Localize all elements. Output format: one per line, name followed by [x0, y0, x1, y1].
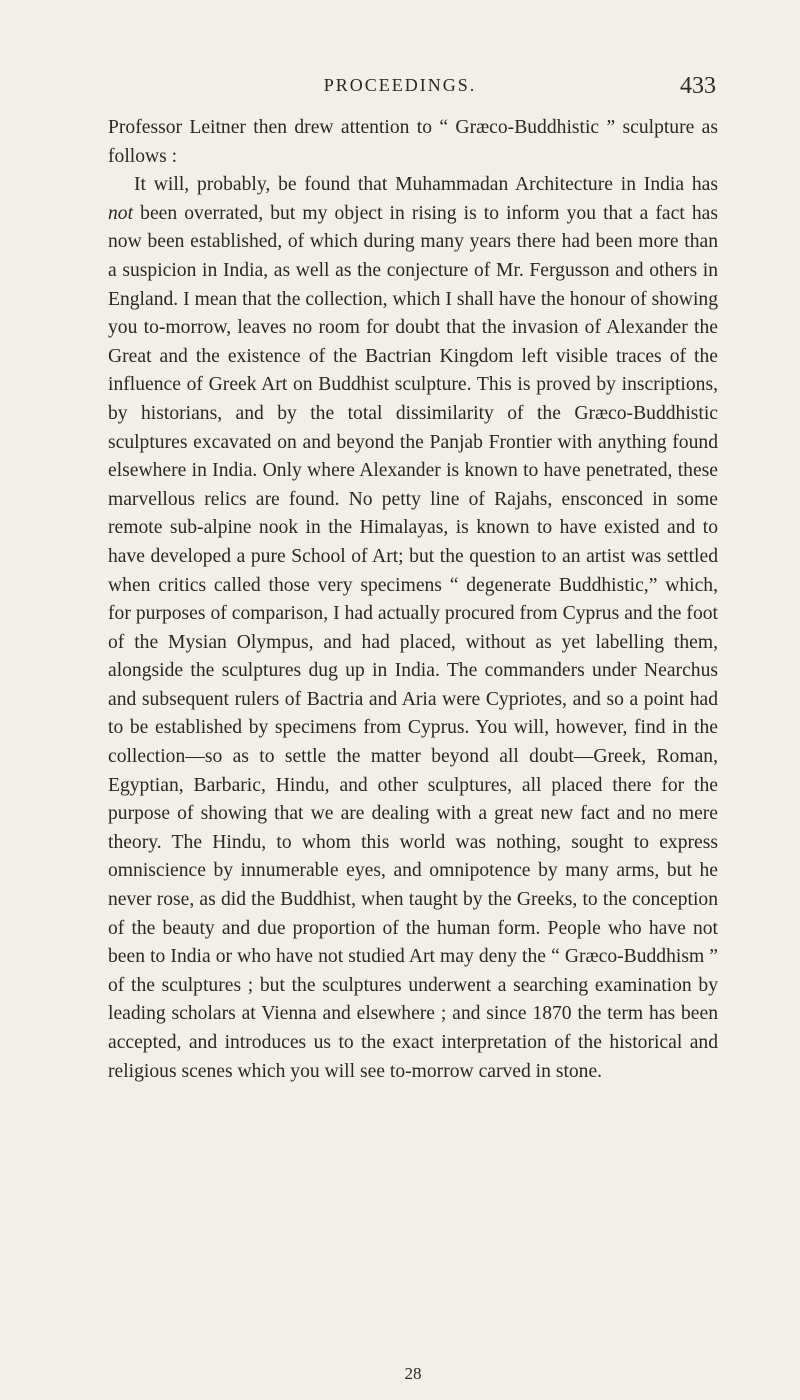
running-header [0, 73, 800, 103]
running-title: PROCEEDINGS. [323, 75, 477, 95]
signature-mark: 28 [404, 1364, 422, 1383]
emphasis-not: not [108, 202, 134, 224]
paragraph-intro: Professor Leitner then drew attention to “ Græco-Buddhistic ” sculpture as follows : [108, 117, 718, 167]
page-number: 433 [680, 73, 716, 99]
speech-text-start: It will, probably, be found that Muhammadan Architecture in India has [134, 174, 718, 196]
paragraph-speech [108, 171, 718, 1086]
body-text [108, 114, 718, 1086]
speech-text-rest: been overrated, but my object in rising is to inform you that a fact has now been established, of which during many years there had been more than a suspicion in India, as well as the conjecture of Mr. Fergusson and others in England. I mean that the collection, which I shall have the honour of showing you to-morrow, leaves no room for doubt that the invasion of Alexander the Great and the existence of the Bactrian Kingdom left visible traces of the influence of Greek Art on Buddhist sculpture. This is proved by inscriptions, by historians, and by the total dissimilarity of the Græco-Buddhistic sculptures excavated on and beyond the Panjab Frontier with anything found elsewhere in India. Only where Alexander is known to have penetrated, these marvellous relics are found. No petty line of Rajahs, ensconced in some remote sub-alpine nook in the Himalayas, is known to have existed and to have developed a pure School of Art; but the question to an artist was settled when critics called those very specimens “ degenerate Buddhistic,” which, for purposes of comparison, I had actually procured from Cyprus and the foot of the Mysian Olympus, and had placed, without as yet labelling them, alongside the sculptures dug up in India. The commanders under Nearchus and subsequent rulers of Bactria and Aria were Cypriotes, and so a point had to be established by specimens from Cyprus. You will, however, find in the collection—so as to settle the matter beyond all doubt—Greek, Roman, Egyptian, Barbaric, Hindu, and other sculptures, all placed there for the purpose of showing that we are dealing with a great new fact and no mere theory. The Hindu, to whom this world was nothing, sought to express omniscience by innumerable eyes, and omnipotence by many arms, but he never rose, as did the Buddhist, when taught by the Greeks, to the conception of the beauty and due proportion of the human form. People who have not been to India or who have not studied Art may deny the “ Græco-Buddhism ” of the sculptures ; but the sculptures underwent a searching examination by leading scholars at Vienna and elsewhere ; and since 1870 the term has been accepted, and introduces us to the exact interpretation of the historical and religious scenes which you will see to-morrow carved in stone. [108, 202, 718, 1082]
